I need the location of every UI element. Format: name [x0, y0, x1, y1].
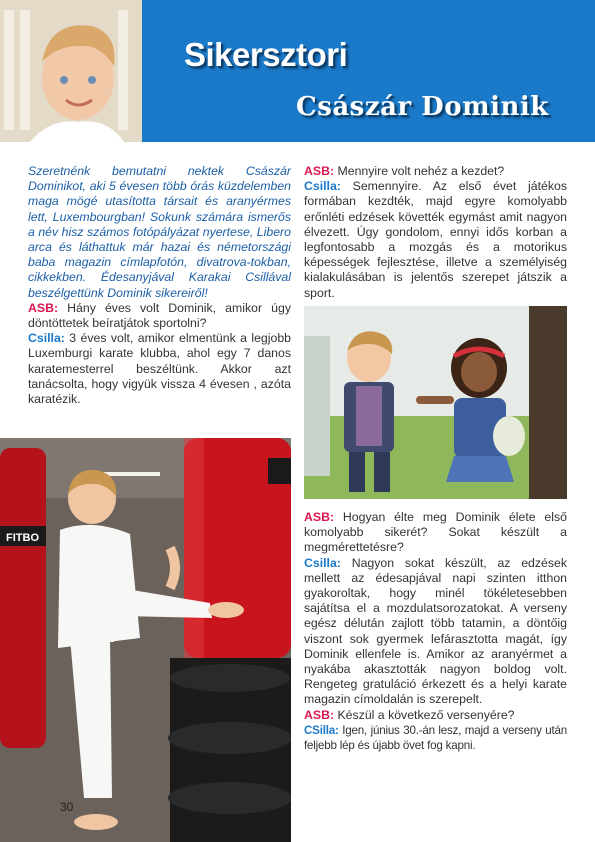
csilla-label: Csilla: — [304, 179, 341, 194]
page-subtitle: Császár Dominik — [296, 92, 549, 122]
kids-photo-illustration — [304, 306, 567, 499]
question-4 — [304, 708, 567, 723]
question-4-text: Készül a következő versenyére? — [337, 707, 515, 722]
answer-1 — [28, 331, 291, 407]
asb-label: ASB: — [304, 510, 335, 524]
photo-karate-kick — [0, 438, 291, 842]
csilla-label: Csilla: — [28, 331, 65, 346]
answer-3 — [304, 556, 567, 708]
answer-4-text: Igen, június 30.-án lesz, majd a verseny után feljebb lép és újabb övet fog kapni. — [304, 723, 567, 753]
answer-2 — [304, 179, 567, 301]
boy-portrait-illustration — [0, 0, 142, 142]
bag-brand-label: FITBO — [6, 532, 39, 544]
left-text-column — [28, 164, 291, 407]
intro-paragraph: Szeretnénk bemutatni nektek Császár Dominikot, aki 5 évesen több órás küzdelemben maga mögé utasította társait és aranyérmes lett, Luxembourgban! Sokunk számára ismerős a név hisz számos fotópályázat nyertese, Libero arca és láthattuk már hazai és németországi baba magazin címlapfotón, divatrova-tokban, cikkekben. Édesanyjával Karakai Csillával beszélgettünk Dominik sikereiről! — [28, 164, 291, 300]
karate-photo-illustration — [0, 438, 291, 842]
page-number: 30 — [60, 800, 74, 814]
asb-label: ASB: — [28, 300, 59, 315]
question-1 — [28, 301, 291, 331]
answer-1-text: 3 éves volt, amikor elmentünk a legjobb Luxemburgi karate klubba, ahol egy 7 danos karatemesterrel beszéltünk. Akkor azt tanácsolta, hogy vigyük vissza 4 évesen , azóta karatézik. — [28, 331, 291, 407]
photo-kids-playing — [304, 306, 567, 499]
question-3-text: Hogyan élte meg Dominik élete első komolyabb sikerét? Sokat készült a megmérettetésre? — [304, 510, 567, 555]
header-photo-boy — [0, 0, 142, 142]
right-text-column-bottom — [304, 510, 567, 753]
csilla-label: Csilla: — [304, 555, 341, 570]
page-title: Sikersztori — [184, 36, 348, 73]
question-2-text: Mennyire volt nehéz a kezdet? — [337, 164, 505, 178]
csilla-label: CSilla: — [304, 723, 339, 737]
question-1-text: Hány éves volt Dominik, amikor úgy döntöttetek beíratjátok sportolni? — [28, 300, 291, 331]
answer-4 — [304, 723, 567, 753]
page-header — [0, 0, 595, 142]
right-text-column-top — [304, 164, 567, 301]
asb-label: ASB: — [304, 707, 335, 722]
question-2 — [304, 164, 567, 179]
answer-2-text: Semennyire. Az első évet játékos formában kezdték, majd egyre komolyabb erőnléti edzések követték egymást amit nagyon élvezett. Úgy gondolom, ennyi idős korban a legfontosabb a mozgás és a motorikus képességek fejlesztése, illetve a személyiség kialakulásában is jelentős szerepet játszik a sport. — [304, 179, 567, 300]
asb-label: ASB: — [304, 164, 335, 178]
answer-3-text: Nagyon sokat készült, az edzések mellett az édesapjával napi szinten itthon gyakoroltak, hogy minél tökéletesebben sajátítsa el a mozdulatsorozatokat. A verseny egész délután zajlott több tatamin, a döntőig viszont sok gyermek lefárasztotta magát, így Dominik ellenfele is. Amikor az aranyérmet a nyakába akasztották nagyon boldog volt. Rengeteg gratuláció érkezett és a helyi karate magazin címoldalán is szerepelt. — [304, 555, 568, 707]
question-3 — [304, 510, 567, 556]
